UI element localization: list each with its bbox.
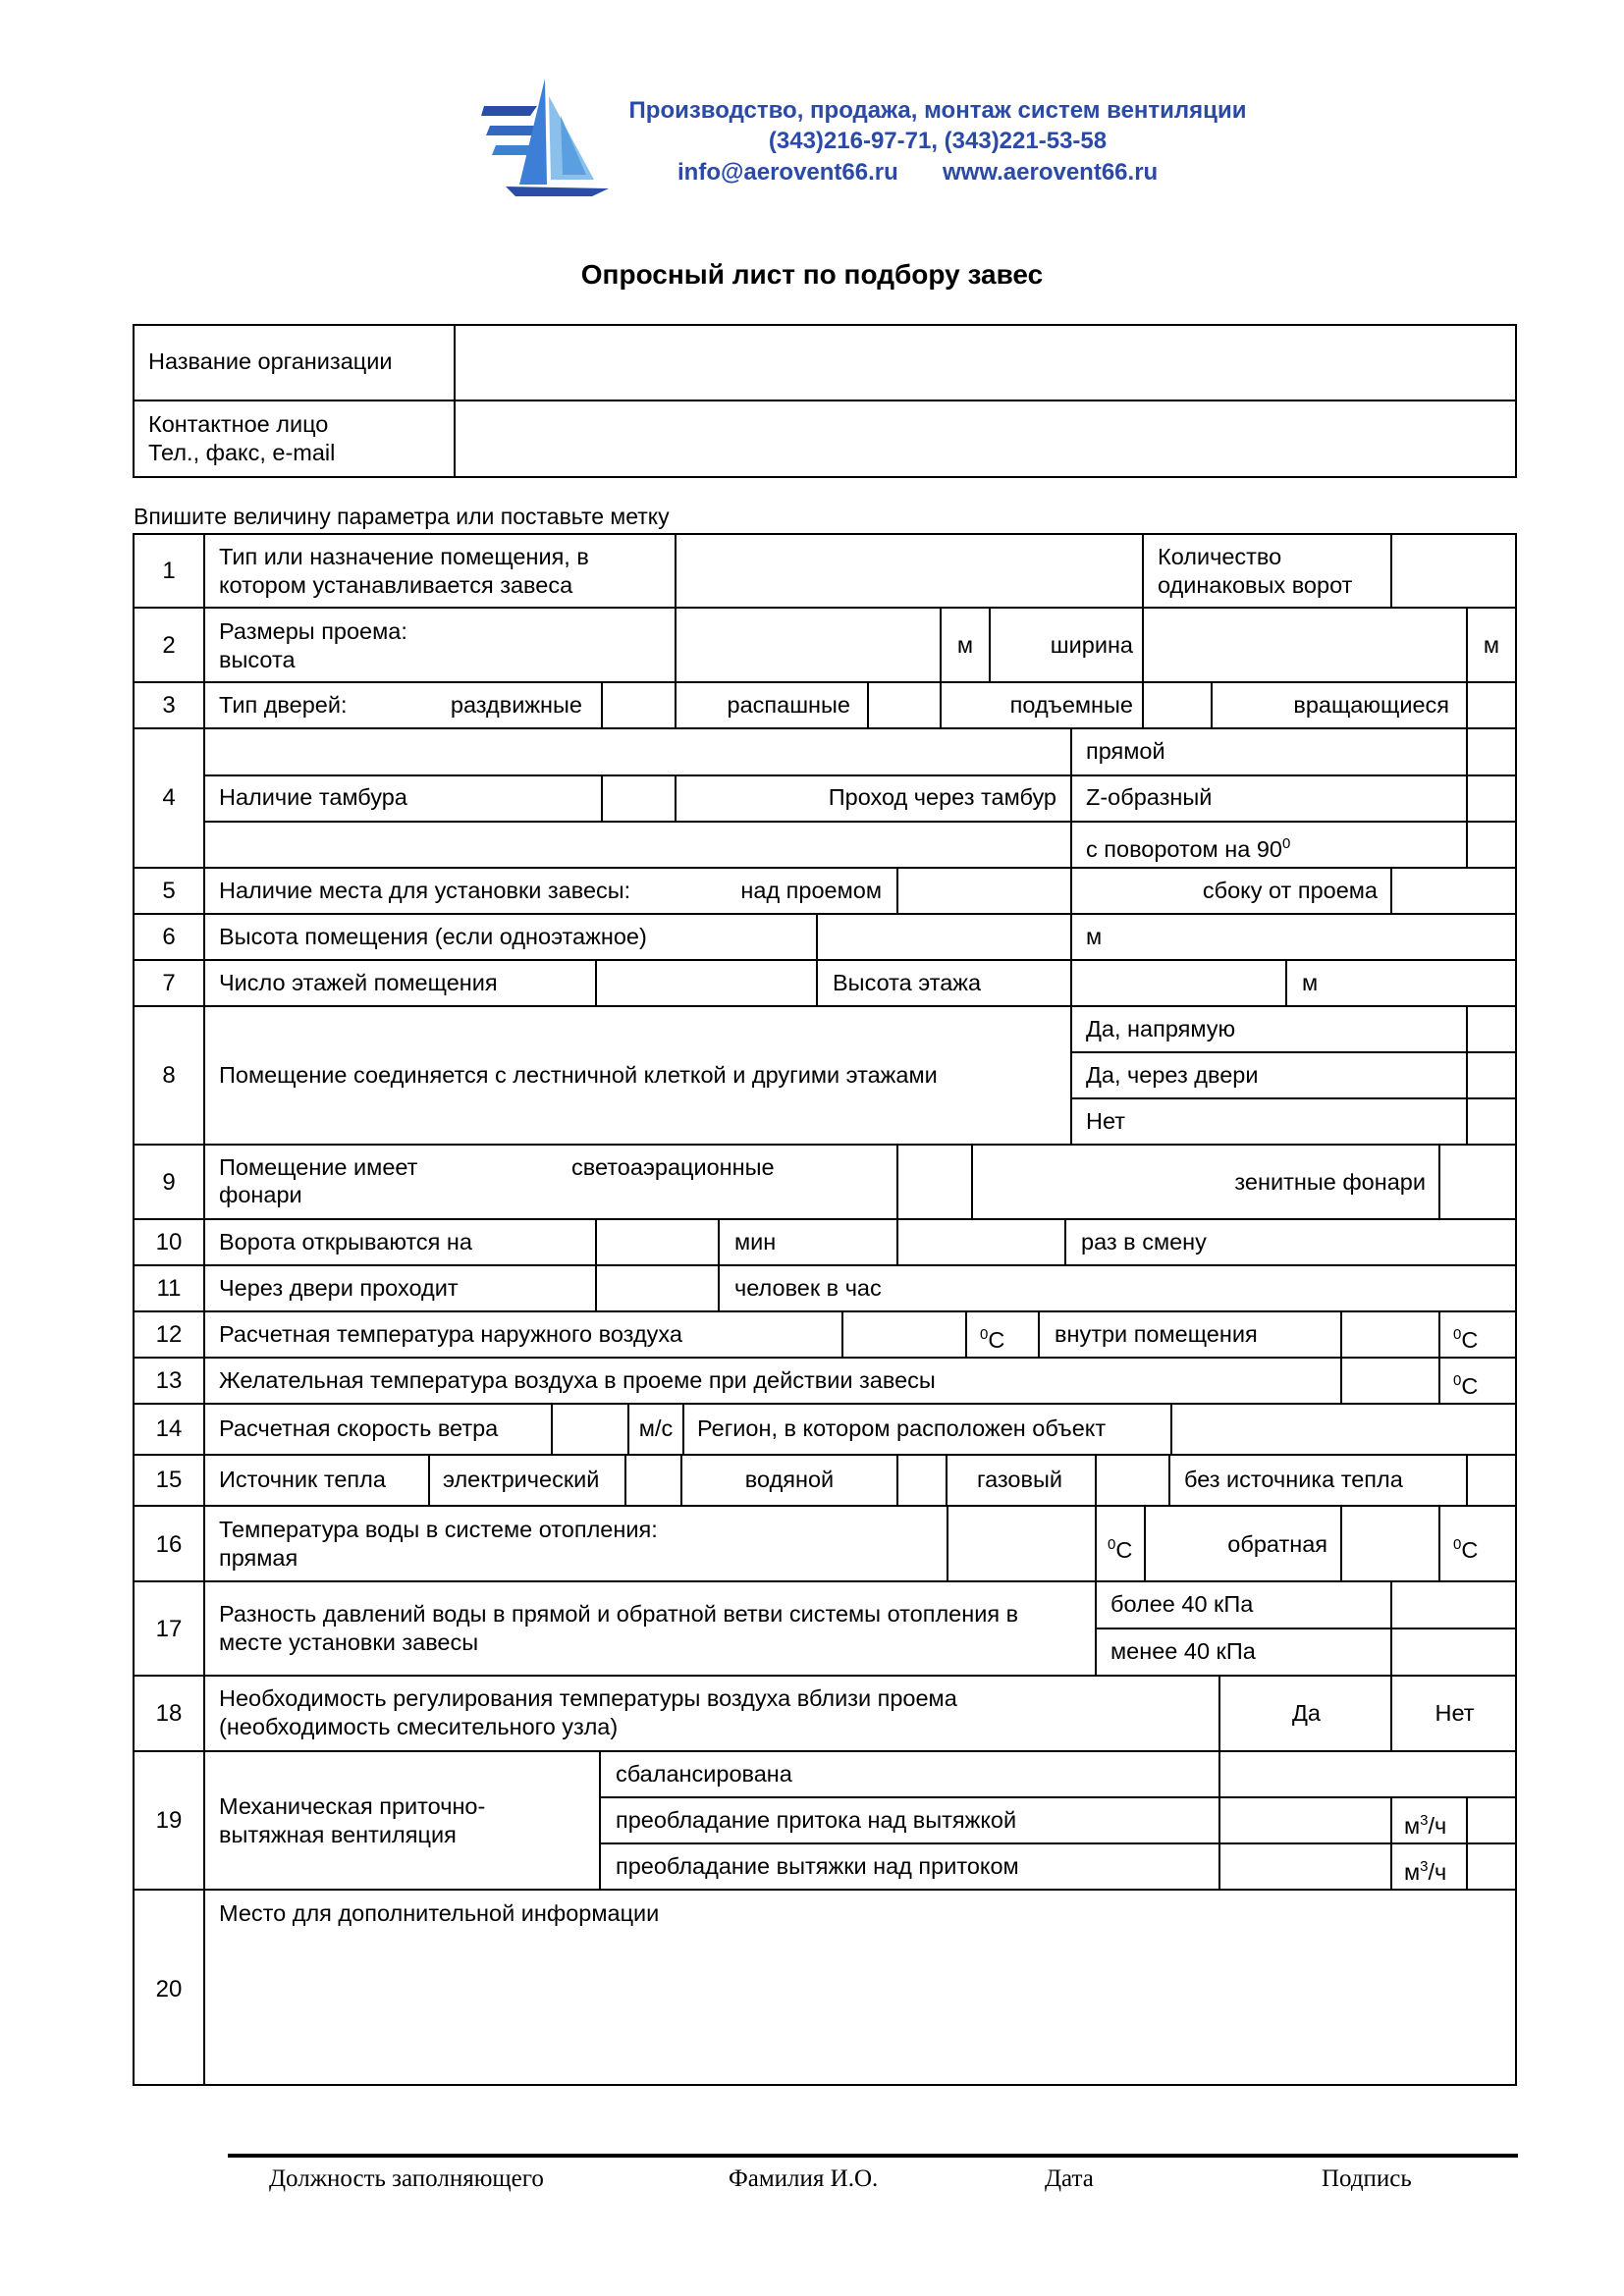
outdoor-temp-label: Расчетная температура наружного воздуха	[219, 1321, 682, 1347]
pressure-diff-label-2: месте установки завесы	[219, 1629, 479, 1655]
zenith-skylights-label: зенитные фонари	[1234, 1169, 1426, 1195]
above-opening-checkbox[interactable]	[899, 870, 1069, 912]
gate-count-field[interactable]	[1393, 536, 1514, 606]
stairwell-direct-checkbox[interactable]	[1469, 1008, 1514, 1050]
supply-dominance-field[interactable]	[1221, 1799, 1389, 1842]
option-lift-label: подъемные	[1009, 692, 1133, 718]
desired-temp-field[interactable]	[1343, 1360, 1437, 1402]
company-email[interactable]: info@aerovent66.ru	[677, 159, 898, 186]
over-40kpa-checkbox[interactable]	[1393, 1583, 1514, 1627]
over-40kpa-label: более 40 кПа	[1110, 1591, 1254, 1617]
flow-unit: $м^3/ч$	[1404, 1812, 1447, 1839]
row-number: 12	[155, 1321, 183, 1348]
additional-info-label: Место для дополнительной информации	[219, 1900, 660, 1926]
contact-label: Контактное лицо	[148, 411, 329, 437]
above-opening-label: над проемом	[740, 878, 882, 903]
pass-z-checkbox[interactable]	[1469, 777, 1514, 820]
stairwell-label: Помещение соединяется с лестничной клеткой и другими этажами	[219, 1062, 938, 1088]
no-option[interactable]: Нет	[1435, 1700, 1475, 1726]
celsius-unit: $^0$С	[1453, 1536, 1479, 1563]
vestibule-label: Наличие тамбура	[219, 784, 407, 810]
zenith-skylights-checkbox[interactable]	[1441, 1147, 1514, 1217]
row-number: 6	[162, 924, 176, 950]
opening-size-label: Размеры проема:	[219, 618, 407, 644]
water-temp-label: Температура воды в системе отопления:	[219, 1517, 658, 1542]
region-label: Регион, в котором расположен объект	[697, 1415, 1107, 1441]
org-name-field[interactable]	[458, 328, 1513, 399]
instructions: Впишите величину параметра или поставьте метку	[134, 504, 670, 529]
floor-height-field[interactable]	[1073, 962, 1284, 1004]
supply-label: прямая	[219, 1545, 298, 1571]
row-number: 8	[162, 1062, 176, 1089]
option-swing-label: распашные	[727, 692, 850, 718]
sliding-checkbox[interactable]	[604, 684, 674, 726]
contact-details-label: Тел., факс, e-mail	[148, 440, 336, 465]
pass-z-label: Z-образный	[1086, 784, 1213, 810]
company-phones: (343)216-97-71, (343)221-53-58	[768, 128, 1108, 154]
exhaust-dominance-field[interactable]	[1221, 1845, 1389, 1888]
room-type-label-2: котором устанавливается завеса	[219, 572, 573, 598]
aeration-skylights-label: светоаэрационные	[571, 1154, 775, 1180]
supply-temp-field[interactable]	[949, 1508, 1094, 1579]
width-field[interactable]	[1145, 610, 1465, 680]
swing-checkbox[interactable]	[870, 684, 939, 726]
height-label: высота	[219, 647, 296, 672]
gates-open-label: Ворота открываются на	[219, 1229, 472, 1255]
height-field[interactable]	[677, 610, 939, 680]
supply-dominance-label: преобладание притока над вытяжкой	[616, 1807, 1017, 1833]
side-opening-checkbox[interactable]	[1393, 870, 1514, 912]
row-number: 13	[155, 1367, 183, 1394]
row-number: 4	[162, 784, 176, 811]
celsius-unit: $^0$С	[1453, 1326, 1479, 1353]
date-caption: Дата	[1045, 2165, 1094, 2192]
gas-label: газовый	[977, 1467, 1062, 1492]
return-temp-field[interactable]	[1343, 1508, 1437, 1579]
wind-speed-field[interactable]	[554, 1406, 626, 1453]
row-number: 18	[155, 1700, 183, 1727]
company-website[interactable]: www.aerovent66.ru	[943, 159, 1159, 186]
page-title: Опросный лист по подбору завес	[580, 259, 1044, 290]
temp-control-label-2: (необходимость смесительного узла)	[219, 1714, 619, 1739]
row-number: 5	[162, 878, 176, 904]
stairwell-direct-label: Да, напрямую	[1086, 1016, 1236, 1041]
gates-open-minutes-field[interactable]	[598, 1221, 717, 1263]
room-height-label: Высота помещения (если одноэтажное)	[219, 924, 647, 949]
position-caption: Должность заполняющего	[269, 2165, 544, 2192]
heat-source-label: Источник тепла	[219, 1467, 386, 1492]
region-field[interactable]	[1173, 1406, 1514, 1453]
celsius-unit: $^0$С	[1108, 1536, 1133, 1563]
return-label: обратная	[1227, 1531, 1327, 1557]
row-number: 11	[156, 1275, 182, 1302]
gates-open-times-field[interactable]	[899, 1221, 1063, 1263]
vestibule-pass-label: Проход через тамбур	[828, 784, 1056, 810]
ventilation-label-2: вытяжная вентиляция	[219, 1822, 457, 1847]
unit-label: м	[1302, 970, 1319, 995]
outdoor-temp-field[interactable]	[844, 1313, 964, 1356]
indoor-temp-label: внутри помещения	[1055, 1321, 1258, 1347]
flow-unit: $м^3/ч$	[1404, 1858, 1447, 1885]
unit-label: м	[1483, 632, 1500, 658]
per-shift-label: раз в смену	[1081, 1229, 1207, 1255]
row-number: 15	[155, 1467, 183, 1493]
row-number: 7	[162, 970, 176, 996]
pass-straight-checkbox[interactable]	[1469, 730, 1514, 774]
no-heat-source-label: без источника тепла	[1184, 1467, 1403, 1492]
additional-info-field[interactable]	[206, 1934, 1514, 2083]
row-number: 1	[162, 558, 176, 584]
gate-count-label: Количество	[1158, 544, 1282, 569]
company-tagline: Производство, продажа, монтаж систем вентиляции	[628, 97, 1247, 124]
gas-checkbox[interactable]	[1098, 1457, 1167, 1504]
water-checkbox[interactable]	[899, 1457, 945, 1504]
width-label: ширина	[1050, 632, 1133, 658]
row-number: 3	[162, 692, 176, 719]
name-caption: Фамилия И.О.	[729, 2165, 879, 2192]
option-revolving-label: вращающиеся	[1293, 692, 1449, 718]
pass-straight-label: прямой	[1086, 738, 1165, 764]
exhaust-dominance-label: преобладание вытяжки над притоком	[616, 1853, 1019, 1879]
row-number: 20	[155, 1976, 183, 2002]
mount-place-label: Наличие места для установки завесы:	[219, 878, 631, 903]
revolving-checkbox[interactable]	[1469, 684, 1514, 726]
indoor-temp-field[interactable]	[1343, 1313, 1437, 1356]
floors-label: Число этажей помещения	[219, 970, 498, 995]
no-heat-source-checkbox[interactable]	[1469, 1457, 1514, 1504]
side-opening-label: сбоку от проема	[1202, 878, 1378, 903]
option-sliding-label: раздвижные	[450, 692, 582, 718]
celsius-unit: $^0$С	[1453, 1372, 1479, 1399]
pass-turn-checkbox[interactable]	[1469, 824, 1514, 866]
wind-speed-label: Расчетная скорость ветра	[219, 1415, 499, 1441]
row-number: 10	[155, 1229, 183, 1255]
room-height-field[interactable]	[819, 916, 1069, 958]
wind-unit-label: м/с	[638, 1415, 674, 1441]
stairwell-doors-label: Да, через двери	[1086, 1062, 1259, 1088]
under-40kpa-checkbox[interactable]	[1393, 1630, 1514, 1674]
stairwell-doors-checkbox[interactable]	[1469, 1054, 1514, 1096]
balanced-checkbox[interactable]	[1221, 1753, 1514, 1795]
floors-field[interactable]	[598, 962, 815, 1004]
row-number: 14	[155, 1415, 183, 1442]
row-number: 16	[155, 1531, 183, 1558]
desired-temp-label: Желательная температура воздуха в проеме при действии завесы	[219, 1367, 936, 1393]
gate-count-label-2: одинаковых ворот	[1158, 572, 1353, 598]
pass-turn-label: с поворотом на $90^0$	[1086, 835, 1291, 862]
minutes-label: мин	[734, 1229, 777, 1255]
row-number: 19	[155, 1807, 183, 1834]
room-type-label: Тип или назначение помещения, в	[219, 544, 589, 569]
skylights-label: Помещение имеет	[219, 1154, 418, 1180]
water-label: водяной	[744, 1467, 835, 1492]
unit-label: м	[1086, 924, 1103, 949]
balanced-label: сбалансирована	[616, 1761, 792, 1787]
vestibule-checkbox[interactable]	[604, 777, 674, 820]
contact-field[interactable]	[458, 403, 1513, 474]
skylights-label-2: фонари	[219, 1182, 302, 1207]
stairwell-no-label: Нет	[1086, 1108, 1126, 1134]
people-per-hour-label: человек в час	[734, 1275, 882, 1301]
celsius-unit: $^0$С	[980, 1326, 1005, 1353]
ventilation-label: Механическая приточно-	[219, 1793, 486, 1819]
people-flow-label: Через двери проходит	[219, 1275, 459, 1301]
stairwell-no-checkbox[interactable]	[1469, 1100, 1514, 1143]
yes-option[interactable]: Да	[1292, 1700, 1321, 1726]
electric-checkbox[interactable]	[627, 1457, 679, 1504]
under-40kpa-label: менее 40 кПа	[1110, 1638, 1256, 1664]
electric-label: электрический	[443, 1467, 600, 1492]
unit-label: м	[956, 632, 974, 658]
temp-control-label: Необходимость регулирования температуры воздуха вблизи проема	[219, 1685, 957, 1711]
door-type-label: Тип дверей:	[219, 692, 348, 718]
room-type-field[interactable]	[677, 536, 1141, 606]
signature-caption: Подпись	[1322, 2165, 1412, 2192]
aeration-skylights-checkbox[interactable]	[899, 1147, 970, 1217]
floor-height-label: Высота этажа	[833, 970, 982, 995]
org-name-label: Название организации	[148, 348, 393, 374]
lift-checkbox[interactable]	[1145, 684, 1210, 726]
people-flow-field[interactable]	[598, 1267, 717, 1309]
row-number: 2	[162, 632, 176, 659]
pressure-diff-label: Разность давлений воды в прямой и обратной ветви системы отопления в	[219, 1601, 1019, 1627]
row-number: 9	[162, 1169, 176, 1196]
row-number: 17	[155, 1616, 183, 1642]
